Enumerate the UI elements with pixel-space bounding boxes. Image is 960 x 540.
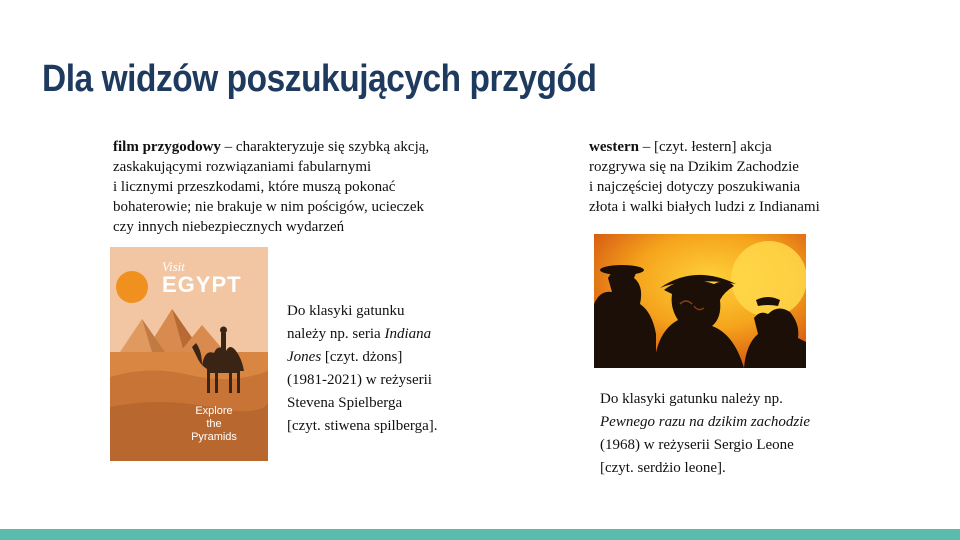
sun-icon [116,271,148,303]
western-image [594,234,806,368]
slide-title: Dla widzów poszukujących przygód [42,58,597,100]
western-line-4: złota i walki białych ludzi z Indianami [589,199,820,215]
western-illustration [594,234,806,368]
western-classic-text: Do klasyki gatunku należy np. Pewnego razu na dzikim zachodzie (1968) w reżyserii Sergio Leone [czyt. serdżio leone]. [600,391,810,476]
poster-egypt-text: EGYPT [162,272,242,297]
western-definition [589,137,849,217]
jones-italic: Jones [287,349,322,365]
adventure-line-2: zaskakującymi rozwiązaniami fabularnymi [113,159,372,175]
adventure-line-1: – charakteryzuje się szybką akcją, [220,139,430,155]
adventure-line-3: i licznymi przeszkodami, które muszą pokonać [113,179,396,195]
film-title-italic: Pewnego razu na dzikim zachodzie [600,414,810,430]
indiana-italic: Indiana [384,326,432,342]
adventure-line-4: bohaterowie; nie brakuje w nim pościgów, ucieczek [113,199,425,215]
adventure-definition [113,137,463,237]
western-line-1: – [czyt. łestern] akcja [638,139,772,155]
egypt-poster-image [110,247,268,461]
adventure-line-5: czy innych niebezpiecznych wydarzeń [113,219,345,235]
western-line-2: rozgrywa się na Dzikim Zachodzie [589,159,799,175]
poster-explore-text: Explore the Pyramids [191,405,237,443]
western-term: western [589,139,639,155]
poster-visit-text: Visit [162,259,185,274]
adventure-classic-text: Do klasyki gatunku należy np. seria Indiana Jones [czyt. dżons] (1981-2021) w reżyserii Stevena Spielberga [czyt. stiwena spilberga]. [287,303,438,434]
bottom-accent-bar [0,529,960,540]
adventure-term: film przygodowy [113,139,221,155]
western-line-3: i najczęściej dotyczy poszukiwania [589,179,801,195]
